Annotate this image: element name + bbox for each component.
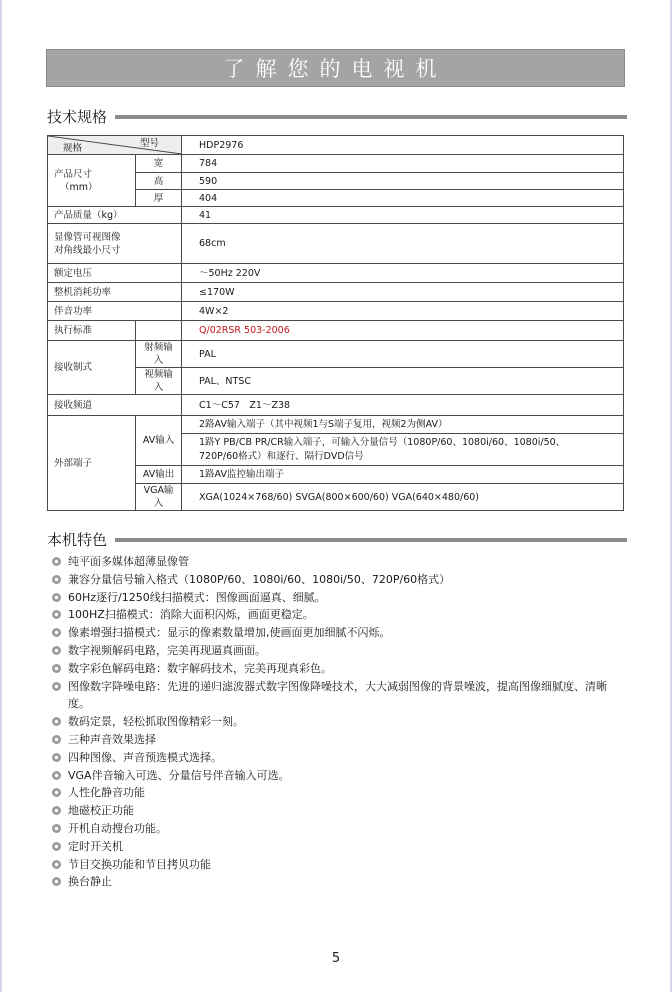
list-item: 开机自动搜台功能。 (52, 820, 627, 838)
bullet-icon (52, 646, 61, 655)
bullet-icon (52, 593, 61, 602)
size-depth-label: 厚 (136, 190, 182, 207)
receive-video-label: 视频输入 (136, 368, 182, 395)
size-height-value: 590 (182, 173, 624, 190)
bullet-icon (52, 842, 61, 851)
ports-av-in-line1: 2路AV输入端子（其中视频1与S端子复用，视频2为侧AV） (182, 416, 623, 434)
list-item: 四种图像、声音预选模式选择。 (52, 749, 627, 767)
bullet-icon (52, 628, 61, 637)
list-item: 纯平面多媒体超薄显像管 (52, 553, 627, 571)
screen-value: 68cm (182, 224, 624, 264)
ports-av-in-line2: 1路Y PB/CB PR/CR输入端子，可输入分量信号（1080P/60、1080i/60、1080i/50、 (199, 437, 566, 448)
standard-label: 执行标准 (48, 321, 136, 341)
list-item: 像素增强扫描模式：显示的像素数量增加,使画面更加细腻不闪烁。 (52, 624, 627, 642)
list-item: 兼容分量信号输入格式（1080P/60、1080i/60、1080i/50、720P/60格式） (52, 571, 627, 589)
ports-vga-value: XGA(1024×768/60) SVGA(800×600/60) VGA(640×480/60) (182, 484, 624, 511)
header-spec-label: 规格 (63, 143, 83, 154)
bullet-icon (52, 806, 61, 815)
receive-rf-label: 射频输入 (136, 341, 182, 368)
list-item: 图像数字降噪电路：先进的递归滤波器式数字图像降噪技术，大大减弱图像的背景噪波，提高图像细腻度、清晰度。 (52, 678, 627, 714)
ports-vga-label: VGA输入 (136, 484, 182, 511)
specs-section-heading (47, 106, 627, 127)
weight-label: 产品质量（kg） (48, 207, 182, 224)
list-item: 三种声音效果选择 (52, 731, 627, 749)
list-item: VGA伴音输入可选、分量信号伴音输入可选。 (52, 767, 627, 785)
bullet-icon (52, 860, 61, 869)
channels-label: 接收频道 (48, 395, 182, 416)
ports-av-out-label: AV输出 (136, 466, 182, 484)
list-item: 数码定景，轻松抓取图像精彩一刻。 (52, 713, 627, 731)
list-item: 数字彩色解码电路：数字解码技术，完美再现真彩色。 (52, 660, 627, 678)
size-unit: （mm） (60, 181, 98, 193)
size-width-label: 宽 (136, 155, 182, 173)
specs-heading-text: 技术规格 (47, 108, 108, 126)
page-number: 5 (331, 951, 341, 966)
bullet-icon (52, 824, 61, 833)
ports-av-in-cell (182, 416, 624, 466)
features-heading-text: 本机特色 (47, 531, 108, 549)
channels-value: C1～C57 Z1～Z38 (182, 395, 624, 416)
bullet-icon (52, 877, 61, 886)
standard-value: Q/02RSR 503-2006 (182, 321, 624, 341)
audio-value: 4W×2 (182, 302, 624, 321)
power-value: ≤170W (182, 283, 624, 302)
list-item: 100HZ扫描模式：消除大面积闪烁，画面更稳定。 (52, 606, 627, 624)
bullet-icon (52, 735, 61, 744)
left-border-line (0, 0, 2, 992)
features-heading-bar (115, 538, 627, 542)
header-model-label: 型号 (140, 138, 160, 149)
table-header-cell (48, 136, 182, 155)
size-label-cell (48, 155, 136, 207)
bullet-icon (52, 575, 61, 584)
bullet-icon (52, 788, 61, 797)
ports-label: 外部端子 (48, 416, 136, 511)
bullet-icon (52, 717, 61, 726)
banner-title: 了解您的电视机 (223, 57, 448, 81)
receive-rf-value: PAL (182, 341, 624, 368)
list-item: 地磁校正功能 (52, 802, 627, 820)
features-list (52, 553, 627, 891)
ports-av-in-line3: 720P/60格式）和逐行、隔行DVD信号 (199, 451, 364, 462)
weight-value: 41 (182, 207, 624, 224)
bullet-icon (52, 557, 61, 566)
standard-empty-cell (136, 321, 182, 341)
bullet-icon (52, 610, 61, 619)
page-banner (46, 49, 625, 87)
list-item: 60Hz逐行/1250线扫描模式：图像画面逼真、细腻。 (52, 589, 627, 607)
bullet-icon (52, 682, 61, 691)
list-item: 定时开关机 (52, 838, 627, 856)
list-item: 节目交换功能和节目拷贝功能 (52, 856, 627, 874)
screen-label-line2: 对角线最小尺寸 (54, 244, 121, 256)
screen-label-line1: 显像管可视图像 (54, 231, 121, 243)
bullet-icon (52, 753, 61, 762)
list-item: 数字视频解码电路，完美再现逼真画面。 (52, 642, 627, 660)
bullet-icon (52, 771, 61, 780)
voltage-label: 额定电压 (48, 264, 182, 283)
size-height-label: 高 (136, 173, 182, 190)
features-section-heading (47, 529, 627, 550)
size-depth-value: 404 (182, 190, 624, 207)
ports-av-in-label: AV输入 (136, 416, 182, 466)
power-label: 整机消耗功率 (48, 283, 182, 302)
receive-video-value: PAL、NTSC (182, 368, 624, 395)
size-label: 产品尺寸 (54, 168, 93, 180)
model-value: HDP2976 (182, 136, 624, 155)
spec-table (47, 135, 624, 511)
audio-label: 伴音功率 (48, 302, 182, 321)
list-item: 人性化静音功能 (52, 784, 627, 802)
size-width-value: 784 (182, 155, 624, 173)
receive-label: 接收制式 (48, 341, 136, 395)
bullet-icon (52, 664, 61, 673)
list-item: 换台静止 (52, 873, 627, 891)
voltage-value: ～50Hz 220V (182, 264, 624, 283)
specs-heading-bar (115, 115, 627, 119)
screen-label-cell (48, 224, 182, 264)
ports-av-out-value: 1路AV监控输出端子 (182, 466, 624, 484)
